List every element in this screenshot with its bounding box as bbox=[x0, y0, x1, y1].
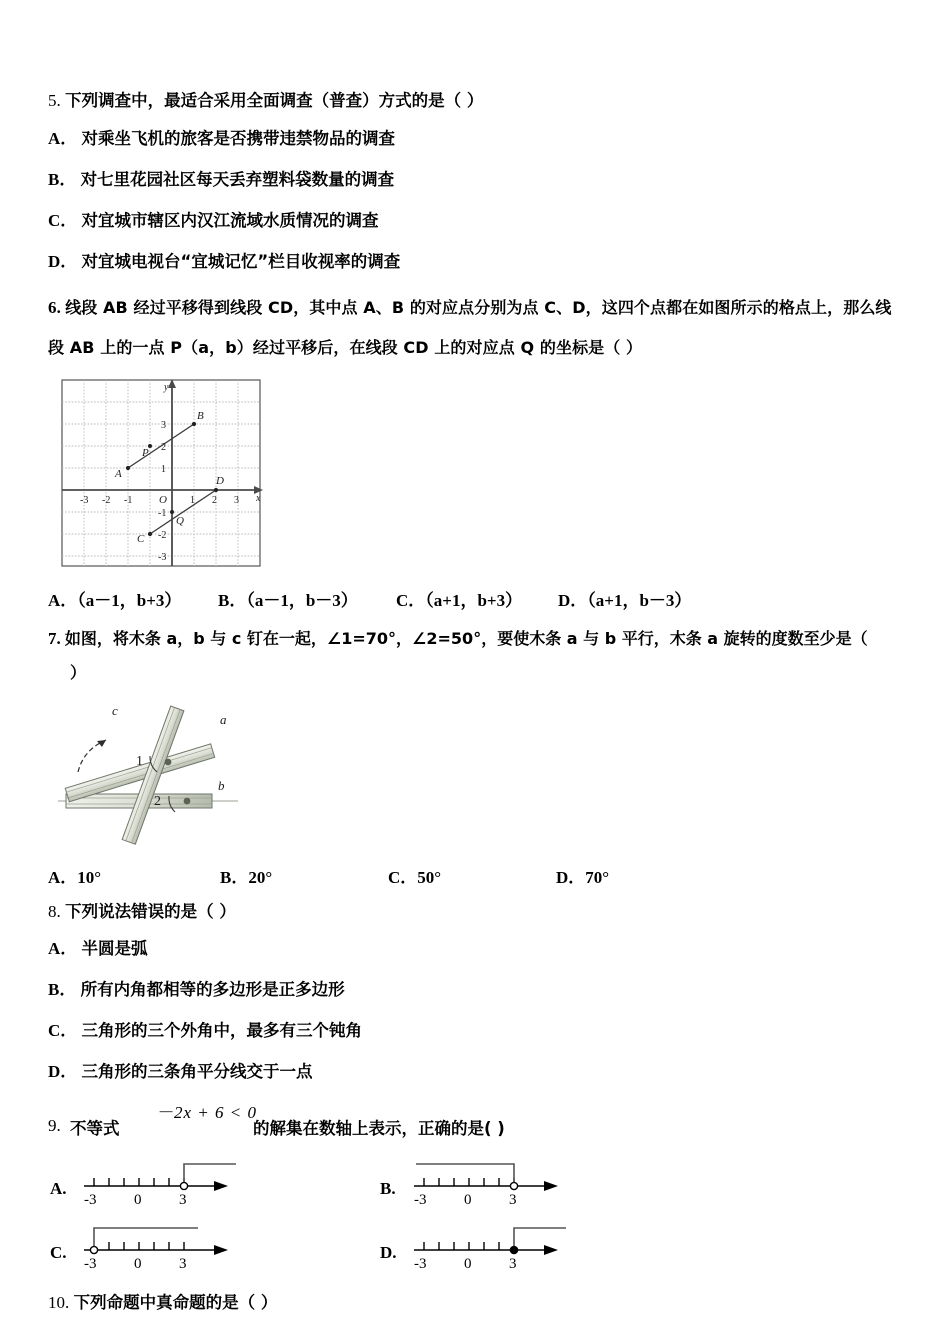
question-6-figure bbox=[58, 376, 920, 576]
stick-c-label: c bbox=[112, 702, 118, 718]
tick-label-0: 0 bbox=[464, 1192, 472, 1208]
option-text: （a－1，b－3） bbox=[246, 590, 358, 610]
question-10 bbox=[48, 1294, 920, 1312]
axis-ticks bbox=[424, 1242, 499, 1250]
question-7-stem bbox=[48, 622, 920, 690]
option-letter: C． bbox=[396, 590, 426, 610]
option-letter: A. bbox=[50, 1179, 67, 1198]
axis-arrow bbox=[544, 1245, 558, 1255]
question-9-options-row-2 bbox=[48, 1216, 920, 1278]
option-letter: D． bbox=[558, 590, 588, 610]
point-c-label: C bbox=[137, 532, 145, 545]
question-9 bbox=[48, 1098, 920, 1278]
question-6-options bbox=[48, 586, 920, 614]
option-letter: C. bbox=[50, 1243, 67, 1262]
y-tick-2: 2 bbox=[161, 441, 166, 453]
question-5-number: 5. bbox=[48, 91, 61, 110]
option-text: 三角形的三个外角中，最多有三个钝角 bbox=[81, 1021, 363, 1040]
point-q-dot bbox=[170, 510, 174, 514]
nail-upper bbox=[165, 758, 172, 765]
axis-ticks bbox=[94, 1178, 184, 1186]
question-8-option-d[interactable] bbox=[48, 1057, 920, 1082]
point-c-dot bbox=[148, 531, 152, 535]
question-7-option-d[interactable] bbox=[556, 863, 609, 888]
question-10-number: 10. bbox=[48, 1293, 70, 1312]
y-tick--2: -2 bbox=[158, 529, 167, 541]
axis-ticks bbox=[424, 1178, 514, 1186]
tick-label-0: 0 bbox=[134, 1192, 142, 1208]
question-7 bbox=[48, 622, 920, 891]
endpoint-open-circle bbox=[90, 1246, 97, 1253]
point-a-label: A bbox=[115, 467, 122, 480]
rotation-arrow-icon bbox=[78, 740, 106, 772]
angle-1-label: 1 bbox=[136, 753, 143, 769]
x-tick--1: -1 bbox=[124, 494, 133, 506]
question-5 bbox=[48, 92, 920, 272]
option-text: 对宜城电视台“宜城记忆”栏目收视率的调查 bbox=[81, 251, 401, 271]
option-text: （a－1，b+3） bbox=[77, 590, 182, 610]
option-letter: B. bbox=[380, 1179, 396, 1198]
solution-ray-right bbox=[184, 1164, 236, 1186]
y-tick--3: -3 bbox=[158, 551, 167, 563]
endpoint-open-circle bbox=[510, 1182, 517, 1189]
tick-label-3: 3 bbox=[179, 1256, 187, 1272]
numberline-b-svg bbox=[378, 1152, 608, 1212]
option-letter: C． bbox=[388, 867, 418, 887]
option-letter: D． bbox=[48, 251, 78, 271]
option-letter: B． bbox=[48, 169, 77, 189]
option-letter: D． bbox=[48, 1062, 78, 1081]
point-a-dot bbox=[126, 465, 130, 469]
option-letter: D． bbox=[556, 867, 586, 887]
nail-lower bbox=[184, 797, 191, 804]
question-7-option-b[interactable] bbox=[220, 863, 272, 888]
option-text: 50° bbox=[417, 867, 442, 887]
option-text: （a+1，b+3） bbox=[425, 590, 523, 610]
tick-label--3: -3 bbox=[414, 1192, 427, 1208]
point-d-label: D bbox=[216, 474, 224, 487]
question-7-number: 7. bbox=[48, 628, 61, 648]
question-9-expression: －2x + 6 < 0 bbox=[156, 1103, 257, 1122]
point-q-label: Q bbox=[176, 514, 184, 527]
question-9-option-d[interactable] bbox=[378, 1216, 608, 1281]
option-text: 10° bbox=[77, 867, 102, 887]
option-text: 三角形的三条角平分线交于一点 bbox=[81, 1062, 313, 1081]
tick-label--3: -3 bbox=[84, 1192, 97, 1208]
x-tick-1: 1 bbox=[190, 494, 195, 506]
point-p-label: P bbox=[142, 446, 149, 459]
question-9-option-a[interactable] bbox=[48, 1152, 278, 1217]
question-7-stem-line1: 如图，将木条 a，b 与 c 钉在一起，∠1=70°，∠2=50°，要使木条 a 与 b 平行，木条 a 旋转的度数至少是（ bbox=[64, 628, 868, 648]
axis-arrow bbox=[544, 1181, 558, 1191]
coordinate-grid-svg bbox=[58, 376, 268, 571]
question-9-option-c[interactable] bbox=[48, 1216, 278, 1281]
option-letter: D. bbox=[380, 1243, 397, 1262]
option-letter: C． bbox=[48, 1021, 78, 1040]
tick-label-3: 3 bbox=[509, 1192, 517, 1208]
tick-label-3: 3 bbox=[179, 1192, 187, 1208]
option-letter: A． bbox=[48, 867, 78, 887]
question-8-option-a[interactable] bbox=[48, 934, 920, 959]
option-text: 对乘坐飞机的旅客是否携带违禁物品的调查 bbox=[81, 128, 396, 148]
angle-2-label: 2 bbox=[154, 793, 161, 809]
question-5-stem-text: 下列调查中，最适合采用全面调查（普查）方式的是（ ） bbox=[65, 91, 484, 110]
option-text: 所有内角都相等的多边形是正多边形 bbox=[80, 980, 345, 999]
question-7-option-c[interactable] bbox=[388, 863, 441, 888]
question-8-stem bbox=[48, 903, 920, 921]
question-5-option-b[interactable] bbox=[48, 165, 920, 190]
question-6-stem-line2: 段 AB 上的一点 P（a，b）经过平移后，在线段 CD 上的对应点 Q 的坐标是（ ） bbox=[48, 337, 643, 357]
question-9-option-b[interactable] bbox=[378, 1152, 608, 1217]
numberline-d-svg bbox=[378, 1216, 608, 1276]
point-b-label: B bbox=[197, 409, 204, 422]
question-7-option-a[interactable] bbox=[48, 863, 101, 888]
option-letter: B． bbox=[220, 867, 249, 887]
tick-label--3: -3 bbox=[414, 1256, 427, 1272]
option-letter: C． bbox=[48, 210, 78, 230]
question-6-option-d[interactable] bbox=[558, 586, 691, 611]
y-tick-3: 3 bbox=[161, 419, 166, 431]
numberline-c-svg bbox=[48, 1216, 278, 1276]
option-text: 半圆是弧 bbox=[81, 939, 148, 958]
x-tick-3: 3 bbox=[234, 494, 239, 506]
question-8-number: 8. bbox=[48, 901, 61, 921]
axis-arrow bbox=[214, 1245, 228, 1255]
question-6-option-c[interactable] bbox=[396, 586, 522, 611]
tick-label-0: 0 bbox=[464, 1256, 472, 1272]
question-7-options bbox=[48, 863, 920, 891]
option-text: 对七里花园社区每天丢弃塑料袋数量的调查 bbox=[80, 169, 395, 189]
x-axis-label: x bbox=[256, 492, 261, 504]
question-9-stem-prefix: 不等式 bbox=[70, 1119, 120, 1138]
option-text: 20° bbox=[248, 867, 273, 887]
axis-arrow bbox=[214, 1181, 228, 1191]
option-letter: B． bbox=[218, 590, 247, 610]
question-6-stem-line1: 线段 AB 经过平移得到线段 CD，其中点 A、B 的对应点分别为点 C、D，这四个点都在如图所示的格点上，那么线 bbox=[65, 297, 892, 317]
x-tick-2: 2 bbox=[212, 494, 217, 506]
stick-b-label: b bbox=[218, 777, 225, 793]
question-6 bbox=[48, 288, 920, 614]
option-letter: A． bbox=[48, 590, 78, 610]
question-5-option-a[interactable] bbox=[48, 124, 920, 149]
x-tick--2: -2 bbox=[102, 494, 111, 506]
option-letter: B． bbox=[48, 980, 77, 999]
question-8-option-b[interactable] bbox=[48, 975, 920, 1000]
question-6-stem bbox=[48, 288, 920, 368]
tick-label-0: 0 bbox=[134, 1256, 142, 1272]
endpoint-open-circle bbox=[180, 1182, 187, 1189]
question-8-option-c[interactable] bbox=[48, 1016, 920, 1041]
question-9-stem-suffix: 的解集在数轴上表示，正确的是( ) bbox=[253, 1119, 505, 1138]
question-5-option-c[interactable] bbox=[48, 206, 920, 231]
y-axis-label: y bbox=[164, 381, 169, 393]
wooden-sticks-svg bbox=[58, 700, 243, 850]
question-8-stem-text: 下列说法错误的是（ ） bbox=[65, 901, 236, 921]
question-6-option-a[interactable] bbox=[48, 586, 181, 611]
question-5-option-d[interactable] bbox=[48, 247, 920, 272]
question-10-stem-text: 下列命题中真命题的是（ ） bbox=[73, 1293, 278, 1312]
question-6-number: 6. bbox=[48, 297, 61, 317]
endpoint-filled-circle bbox=[510, 1246, 517, 1253]
stick-a-label: a bbox=[220, 711, 227, 727]
numberline-a-svg bbox=[48, 1152, 278, 1212]
option-text: 对宜城市辖区内汉江流域水质情况的调查 bbox=[81, 210, 379, 230]
question-7-figure bbox=[58, 700, 920, 855]
option-text: 70° bbox=[585, 867, 610, 887]
origin-label: O bbox=[159, 493, 167, 506]
question-6-option-b[interactable] bbox=[218, 586, 358, 611]
option-text: （a+1，b－3） bbox=[587, 590, 692, 610]
question-8 bbox=[48, 903, 920, 1083]
tick-label-3: 3 bbox=[509, 1256, 517, 1272]
point-b-dot bbox=[192, 421, 196, 425]
axis-ticks bbox=[109, 1242, 184, 1250]
x-tick--3: -3 bbox=[80, 494, 89, 506]
question-9-stem bbox=[48, 1098, 920, 1144]
tick-label--3: -3 bbox=[84, 1256, 97, 1272]
solution-ray-right bbox=[514, 1228, 566, 1250]
point-d-dot bbox=[214, 487, 218, 491]
question-7-stem-line2: ） bbox=[70, 662, 87, 682]
question-9-number: 9. bbox=[48, 1116, 61, 1135]
page-content bbox=[48, 92, 920, 1326]
option-letter: A． bbox=[48, 939, 78, 958]
y-tick-1: 1 bbox=[161, 463, 166, 475]
question-5-stem bbox=[48, 92, 920, 110]
question-10-stem bbox=[48, 1294, 920, 1312]
option-letter: A． bbox=[48, 128, 78, 148]
y-tick--1: -1 bbox=[158, 507, 167, 519]
question-9-options-row-1 bbox=[48, 1152, 920, 1214]
